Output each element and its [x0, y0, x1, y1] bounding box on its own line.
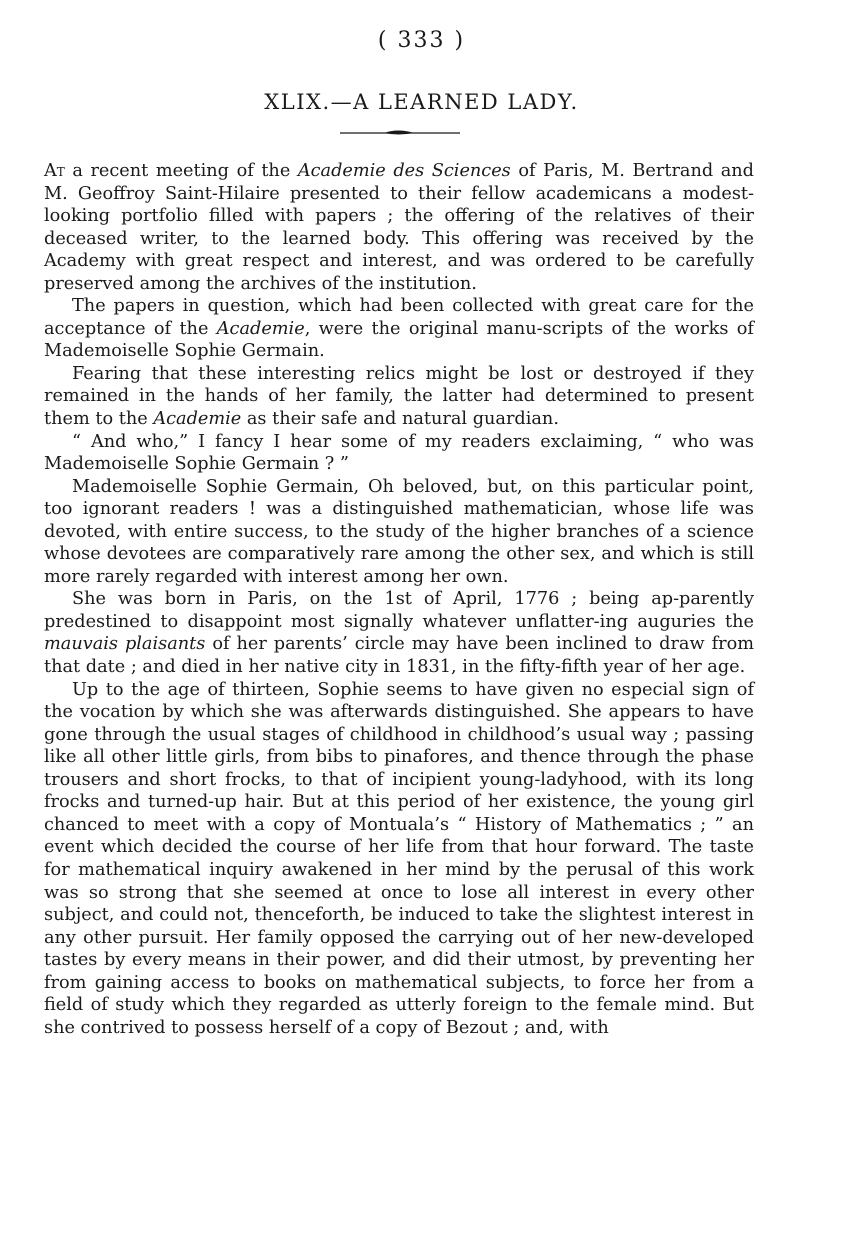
italic-term: Academie: [153, 409, 242, 430]
paragraph: Mademoiselle Sophie Germain, Oh beloved, but, on this particular point, too ignorant readers ! was a distinguished mathematician, whose life was devoted, with entire success, to the study of the higher branches of a science whose devotees are comparatively rare among the other sex, and which is still more rarely regarded with interest among her own.: [44, 476, 754, 587]
paragraph: Up to the age of thirteen, Sophie seems to have given no especial sign of the vocation by which she was afterwards distinguished. She appears to have gone through the usual stages of childhood in childhood’s usual way ; passing like all other little girls, from bibs to pinafores, and thence through the phase trousers and short frocks, to that of incipient young-ladyhood, with its long frocks and turned-up hair. But at this period of her existence, the young girl chanced to meet with a copy of Montuala’s “ History of Mathematics ; ” an event which decided the course of her life from that hour forward. The taste for mathematical inquiry awakened in her mind by the perusal of this work was so strong that she seemed at once to lose all interest in every other subject, and could not, thenceforth, be induced to take the slightest interest in any other pursuit. Her family opposed the carrying out of her new-developed tastes by every means in their power, and did their utmost, by preventing her from gaining access to books on mathematical subjects, to force her from a field of study which they regarded as utterly foreign to the female mind. But she contrived to possess herself of a copy of Bezout ; and, with: [44, 679, 754, 1038]
paragraph: The papers in question, which had been collected with great care for the acceptance of the Academie, were the original manu-scripts of the works of Mademoiselle Sophie Germain.: [44, 296, 754, 362]
paragraph: “ And who,” I fancy I hear some of my readers exclaiming, “ who was Mademoiselle Sophie Germain ? ”: [44, 431, 754, 475]
page-number: ( 333 ): [377, 28, 466, 53]
paragraph: Fearing that these interesting relics might be lost or destroyed if they remained in the hands of her family, the latter had determined to present them to the Academie as their safe and natural guardian.: [44, 363, 754, 430]
italic-term: Academie des Sciences: [297, 161, 511, 181]
italic-term: Academie: [216, 318, 305, 339]
italic-term: mauvais plaisants: [44, 634, 206, 655]
lead-word: At: [44, 161, 65, 181]
paragraph: At a recent meeting of the Academie des Sciences of Paris, M. Bertrand and M. Geoffroy Saint-Hilaire presented to their fellow academicans a modest-looking portfolio filled with papers ; the offering of the relatives of their deceased writer, to the learned body. This offering was received by the Academy with great respect and interest, and was ordered to be carefully preserved among the archives of the institution.: [44, 161, 754, 294]
ornament-divider-icon: [340, 128, 460, 138]
paragraph: She was born in Paris, on the 1st of April, 1776 ; being ap-parently predestined to disappoint most signally whatever unflatter-ing auguries the mauvais plaisants of her parents’ circle may have been inclined to draw from that date ; and died in her native city in 1831, in the fifty-fifth year of her age.: [44, 589, 755, 678]
chapter-title: XLIX.—A LEARNED LADY.: [264, 90, 579, 114]
article-body: [44, 160, 754, 1039]
